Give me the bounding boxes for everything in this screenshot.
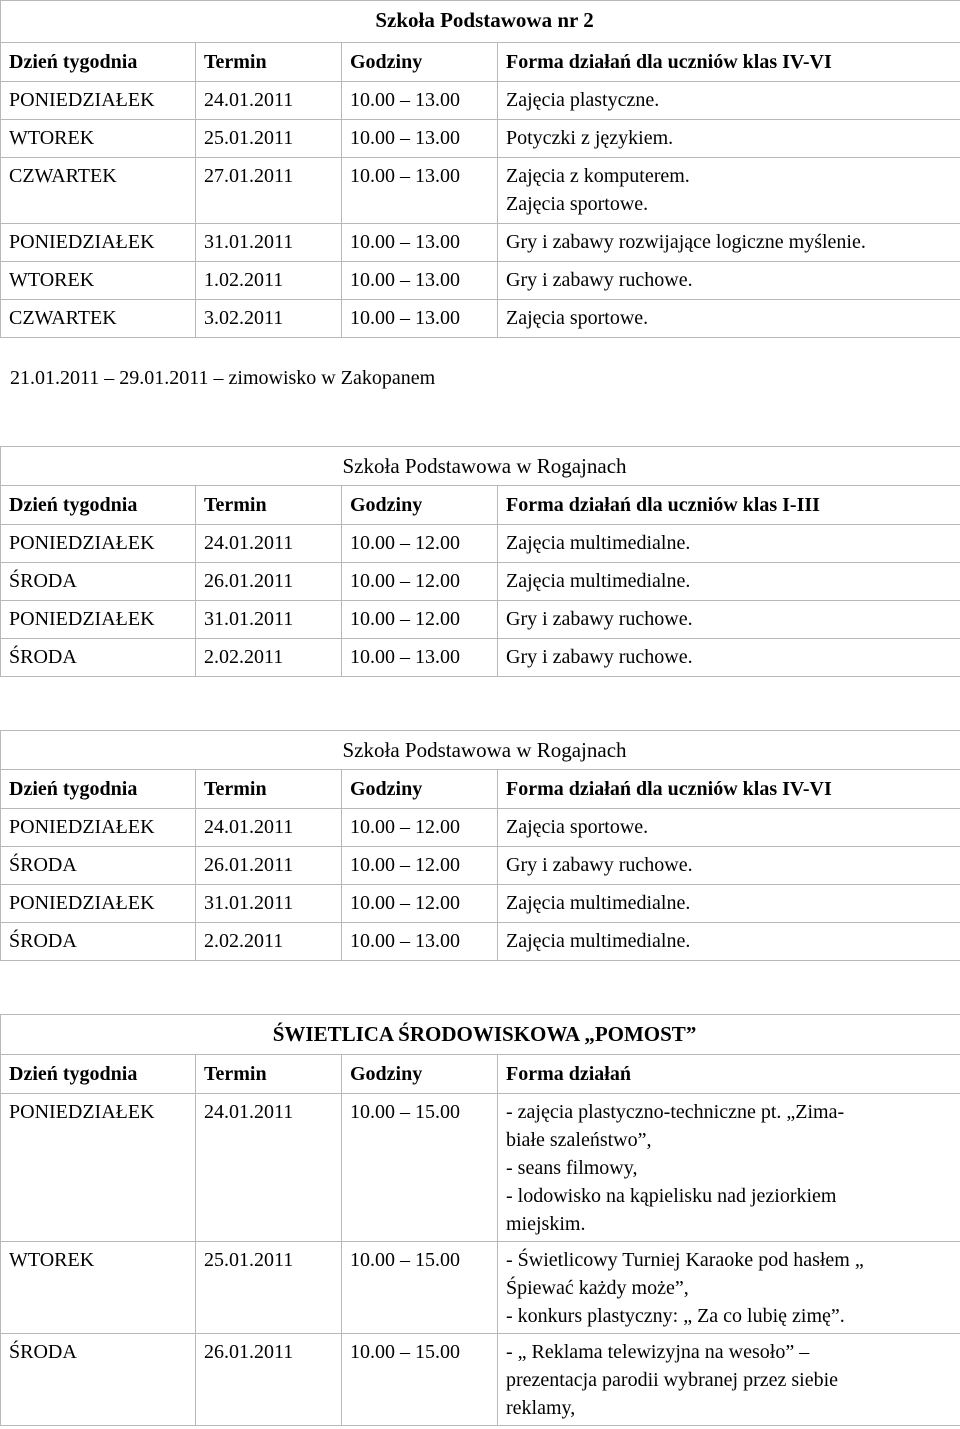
cell-day: CZWARTEK: [1, 158, 196, 224]
activity-line: reklamy,: [506, 1397, 576, 1419]
header-hours: Godziny: [342, 43, 498, 82]
cell-date: 24.01.2011: [196, 82, 342, 120]
cell-day: PONIEDZIAŁEK: [1, 809, 196, 847]
cell-day: WTOREK: [1, 262, 196, 300]
cell-activity: Potyczki z językiem.: [498, 120, 960, 158]
header-date: Termin: [196, 1055, 342, 1094]
cell-day: PONIEDZIAŁEK: [1, 82, 196, 120]
cell-day: ŚRODA: [1, 923, 196, 961]
cell-activity: Zajęcia sportowe.: [498, 809, 960, 847]
table-row: [1, 224, 960, 262]
activity-line: - seans filmowy,: [506, 1157, 638, 1179]
activity-line: - zajęcia plastyczno-techniczne pt. „Zima-: [506, 1101, 845, 1123]
cell-hours: 10.00 – 12.00: [342, 885, 498, 923]
cell-activity: Zajęcia sportowe.: [498, 300, 960, 338]
cell-date: 2.02.2011: [196, 639, 342, 677]
table-row: [1, 158, 960, 224]
activity-line: - Świetlicowy Turniej Karaoke pod hasłem „: [506, 1249, 864, 1271]
schedule-table-pomost: [0, 1014, 960, 1426]
cell-activity: [498, 158, 960, 224]
header-hours: Godziny: [342, 486, 498, 525]
header-day: Dzień tygodnia: [1, 43, 196, 82]
table-row: [1, 1242, 960, 1334]
table-title: Szkoła Podstawowa nr 2: [1, 1, 960, 43]
table-row: [1, 923, 960, 961]
cell-day: PONIEDZIAŁEK: [1, 885, 196, 923]
cell-date: 25.01.2011: [196, 1242, 342, 1334]
header-activity: Forma działań dla uczniów klas IV-VI: [498, 770, 960, 809]
cell-hours: 10.00 – 12.00: [342, 809, 498, 847]
cell-date: 26.01.2011: [196, 563, 342, 601]
cell-hours: 10.00 – 13.00: [342, 262, 498, 300]
cell-day: ŚRODA: [1, 1334, 196, 1426]
cell-hours: 10.00 – 12.00: [342, 525, 498, 563]
table-row: [1, 847, 960, 885]
cell-day: WTOREK: [1, 1242, 196, 1334]
activity-line: - konkurs plastyczny: „ Za co lubię zimę”.: [506, 1305, 845, 1327]
cell-activity: Zajęcia multimedialne.: [498, 923, 960, 961]
header-activity: Forma działań dla uczniów klas IV-VI: [498, 43, 960, 82]
cell-date: 24.01.2011: [196, 525, 342, 563]
header-hours: Godziny: [342, 770, 498, 809]
activity-line: Zajęcia z komputerem.: [506, 165, 690, 187]
cell-hours: 10.00 – 15.00: [342, 1334, 498, 1426]
winter-camp-note: 21.01.2011 – 29.01.2011 – zimowisko w Zakopanem: [10, 367, 436, 389]
activity-line: prezentacja parodii wybranej przez siebie: [506, 1369, 839, 1391]
table-row: [1, 120, 960, 158]
cell-date: 1.02.2011: [196, 262, 342, 300]
cell-hours: 10.00 – 15.00: [342, 1094, 498, 1242]
table-row: [1, 601, 960, 639]
cell-day: PONIEDZIAŁEK: [1, 1094, 196, 1242]
activity-line: Zajęcia sportowe.: [506, 193, 649, 215]
cell-date: 26.01.2011: [196, 1334, 342, 1426]
cell-hours: 10.00 – 13.00: [342, 82, 498, 120]
cell-activity: Gry i zabawy ruchowe.: [498, 262, 960, 300]
table-title: Szkoła Podstawowa w Rogajnach: [1, 447, 960, 486]
cell-hours: 10.00 – 15.00: [342, 1242, 498, 1334]
schedule-table-rogajny-i-iii: [0, 446, 960, 677]
cell-activity: Gry i zabawy ruchowe.: [498, 847, 960, 885]
cell-hours: 10.00 – 12.00: [342, 563, 498, 601]
table-row: [1, 563, 960, 601]
cell-activity: Zajęcia multimedialne.: [498, 885, 960, 923]
cell-date: 3.02.2011: [196, 300, 342, 338]
cell-day: ŚRODA: [1, 639, 196, 677]
cell-hours: 10.00 – 13.00: [342, 224, 498, 262]
cell-hours: 10.00 – 13.00: [342, 923, 498, 961]
header-day: Dzień tygodnia: [1, 486, 196, 525]
cell-activity: Gry i zabawy ruchowe.: [498, 601, 960, 639]
cell-day: ŚRODA: [1, 847, 196, 885]
activity-line: - „ Reklama telewizyjna na wesoło” –: [506, 1341, 810, 1363]
cell-day: PONIEDZIAŁEK: [1, 601, 196, 639]
activity-line: miejskim.: [506, 1213, 586, 1235]
cell-date: 31.01.2011: [196, 224, 342, 262]
table-row: [1, 262, 960, 300]
cell-date: 24.01.2011: [196, 1094, 342, 1242]
cell-hours: 10.00 – 13.00: [342, 639, 498, 677]
cell-date: 2.02.2011: [196, 923, 342, 961]
table-title: Szkoła Podstawowa w Rogajnach: [1, 731, 960, 770]
schedule-table-rogajny-iv-vi: [0, 730, 960, 961]
cell-date: 31.01.2011: [196, 885, 342, 923]
table-title: ŚWIETLICA ŚRODOWISKOWA „POMOST”: [1, 1015, 960, 1055]
cell-activity: Zajęcia multimedialne.: [498, 563, 960, 601]
table-row: [1, 525, 960, 563]
header-activity: Forma działań: [498, 1055, 960, 1094]
cell-date: 27.01.2011: [196, 158, 342, 224]
schedule-table-sp2: [0, 0, 960, 338]
header-date: Termin: [196, 486, 342, 525]
table-row: [1, 1094, 960, 1242]
cell-activity: Gry i zabawy ruchowe.: [498, 639, 960, 677]
table-row: [1, 300, 960, 338]
activity-line: Śpiewać każdy może”,: [506, 1277, 689, 1299]
cell-activity: Zajęcia multimedialne.: [498, 525, 960, 563]
table-row: [1, 885, 960, 923]
cell-hours: 10.00 – 13.00: [342, 300, 498, 338]
activity-line: - lodowisko na kąpielisku nad jeziorkiem: [506, 1185, 837, 1207]
table-row: [1, 1334, 960, 1426]
cell-hours: 10.00 – 12.00: [342, 601, 498, 639]
cell-date: 25.01.2011: [196, 120, 342, 158]
cell-day: ŚRODA: [1, 563, 196, 601]
header-day: Dzień tygodnia: [1, 1055, 196, 1094]
cell-day: CZWARTEK: [1, 300, 196, 338]
cell-activity: [498, 1242, 960, 1334]
cell-day: WTOREK: [1, 120, 196, 158]
cell-day: PONIEDZIAŁEK: [1, 525, 196, 563]
header-date: Termin: [196, 770, 342, 809]
cell-activity: Gry i zabawy rozwijające logiczne myślenie.: [498, 224, 960, 262]
cell-hours: 10.00 – 12.00: [342, 847, 498, 885]
cell-activity: [498, 1094, 960, 1242]
cell-activity: Zajęcia plastyczne.: [498, 82, 960, 120]
cell-date: 26.01.2011: [196, 847, 342, 885]
table-row: [1, 82, 960, 120]
header-hours: Godziny: [342, 1055, 498, 1094]
cell-date: 31.01.2011: [196, 601, 342, 639]
cell-activity: [498, 1334, 960, 1426]
cell-date: 24.01.2011: [196, 809, 342, 847]
activity-line: białe szaleństwo”,: [506, 1129, 652, 1151]
cell-hours: 10.00 – 13.00: [342, 158, 498, 224]
header-date: Termin: [196, 43, 342, 82]
table-row: [1, 639, 960, 677]
cell-hours: 10.00 – 13.00: [342, 120, 498, 158]
header-activity: Forma działań dla uczniów klas I-III: [498, 486, 960, 525]
table-row: [1, 809, 960, 847]
header-day: Dzień tygodnia: [1, 770, 196, 809]
cell-day: PONIEDZIAŁEK: [1, 224, 196, 262]
